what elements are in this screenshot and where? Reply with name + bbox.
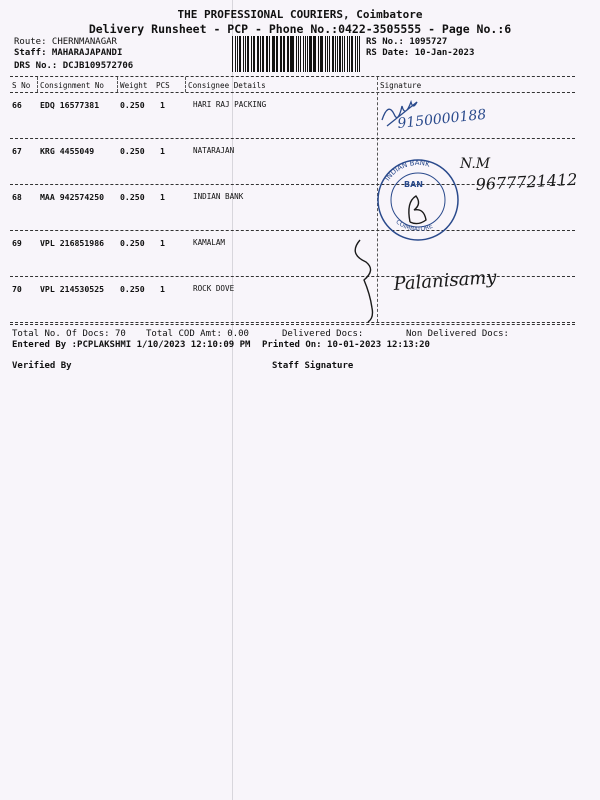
staff-signature-label: Staff Signature [272,361,354,371]
svg-text:INDIAN BANK [383,159,431,182]
cell-pcs: 1 [160,100,165,110]
verified-by: Verified By [12,361,72,371]
scan-fold-line [232,0,233,800]
barcode-bar [339,36,340,72]
cell-consignee: KAMALAM [193,238,226,247]
staff-label: Staff: MAHARAJAPANDI [14,48,123,58]
header-sno: S No [12,81,31,90]
cell-consignee: HARI RAJ PACKING [193,100,267,109]
cell-pcs: 1 [160,238,165,248]
printed-on: Printed On: 10-01-2023 12:13:20 [262,340,430,350]
sig4-name: Palanisamy [392,266,498,295]
cell-weight: 0.250 [120,192,145,202]
barcode-bar [357,36,358,72]
barcode-bar [280,36,281,72]
barcode-bar [325,36,326,72]
barcode-bar [276,36,277,72]
header-weight: Weight [120,81,148,90]
non-delivered-docs: Non Delivered Docs: [406,329,509,339]
barcode-bar [320,36,321,72]
sig2-name: N.M [460,156,491,172]
barcode-bar [277,36,278,72]
cell-pcs: 1 [160,284,165,294]
stamp-center-text: BAN [404,180,423,189]
barcode-bar [296,36,297,72]
row-separator [10,276,575,277]
barcode-bar [347,36,348,72]
barcode-bar [332,36,334,72]
barcode-bar [349,36,350,72]
barcode-bar [305,36,306,72]
barcode-bar [314,36,315,72]
barcode-bar [290,36,291,72]
col-divider [117,77,118,92]
cell-consignment: KRG 4455049 [40,146,95,156]
barcode-bar [309,36,311,72]
signature-row-67 [459,156,578,194]
barcode-bar [232,36,233,72]
barcode-bar [355,36,356,72]
barcode-bar [318,36,319,72]
cell-pcs: 1 [160,146,165,156]
barcode-bar [251,36,252,72]
cell-pcs: 1 [160,192,165,202]
barcode-bar [243,36,244,72]
runsheet-subtitle: Delivery Runsheet - PCP - Phone No.:0422-3505555 - Page No.:6 [88,22,512,36]
header-consignee: Consignee Details [188,81,266,90]
total-cod: Total COD Amt: 0.00 [146,329,249,339]
header-signature: Signature [380,81,422,90]
barcode-bar [235,36,236,72]
cell-consignment: VPL 214530525 [40,284,105,294]
barcode-bar [327,36,328,72]
sig1-number: 9150000188 [396,106,488,132]
stamp-top-text: INDIAN BANK [383,158,431,183]
total-docs: Total No. Of Docs: 70 [12,329,126,339]
barcode-bar [351,36,353,72]
barcode-bar [253,36,254,72]
cell-sno: 68 [12,192,22,202]
barcode-bar [247,36,248,72]
barcode-bar [342,36,343,72]
company-title: THE PROFESSIONAL COURIERS, Coimbatore [177,8,423,21]
entered-by: Entered By :PCPLAKSHMI 1/10/2023 12:10:09 PM [12,340,251,350]
barcode-bar [257,36,259,72]
row-separator [10,138,575,139]
row-separator [10,184,575,185]
barcode-bar [298,36,299,72]
delivered-docs: Delivered Docs: [282,329,364,339]
barcode-bar [272,36,274,72]
barcode-bar [337,36,338,72]
rs-number: RS No.: 1095727 [366,37,448,47]
table-header-rule [10,92,575,93]
cell-consignee: ROCK DOVE [193,284,235,293]
cell-consignee: INDIAN BANK [193,192,244,201]
cell-weight: 0.250 [120,146,145,156]
cell-sno: 67 [12,146,22,156]
col-divider [37,77,38,92]
cell-sno: 69 [12,238,22,248]
footer-rule [10,324,575,325]
barcode-bar [313,36,314,72]
barcode-bar [262,36,263,72]
barcode-bar [254,36,255,72]
barcode-bar [291,36,293,72]
row-separator [10,322,575,323]
sig2-number: 9677721412 [475,169,578,194]
barcode-bar [300,36,301,72]
row-separator [10,230,575,231]
col-divider [185,77,186,92]
signature-row-66 [382,102,487,132]
barcode-bar [269,36,270,72]
barcode-bar [321,36,322,72]
barcode-bar [329,36,330,72]
barcode-bar [284,36,285,72]
bank-stamp [378,159,458,240]
cell-consignment: EDQ 16577381 [40,100,100,110]
cell-consignment: VPL 216851986 [40,238,105,248]
barcode-bar [237,36,238,72]
barcode-bar [335,36,336,72]
barcode-bar [266,36,267,72]
barcode-bar [239,36,241,72]
barcode-bar [283,36,284,72]
stamp-bottom-text: COIMBATORE [394,218,434,233]
cell-weight: 0.250 [120,238,145,248]
header-consignment: Consignment No [40,81,105,90]
header-pcs: PCS [156,81,170,90]
signature-col-divider [377,77,378,322]
cell-weight: 0.250 [120,284,145,294]
barcode-bar [245,36,246,72]
barcode [232,36,362,72]
route-label: Route: CHERNMANAGAR [14,37,117,47]
cell-sno: 66 [12,100,22,110]
barcode-bar [303,36,304,72]
barcode-bar [287,36,288,72]
cell-consignee: NATARAJAN [193,146,235,155]
barcode-bar [307,36,308,72]
table-top-rule [10,76,575,77]
drs-number: DRS No.: DCJB109572706 [14,61,134,71]
barcode-bar [267,36,268,72]
cell-sno: 70 [12,284,22,294]
barcode-bar [359,36,360,72]
cell-consignment: MAA 942574250 [40,192,105,202]
barcode-bar [260,36,261,72]
rs-date: RS Date: 10-Jan-2023 [366,48,475,58]
barcode-bar [344,36,345,72]
cell-weight: 0.250 [120,100,145,110]
